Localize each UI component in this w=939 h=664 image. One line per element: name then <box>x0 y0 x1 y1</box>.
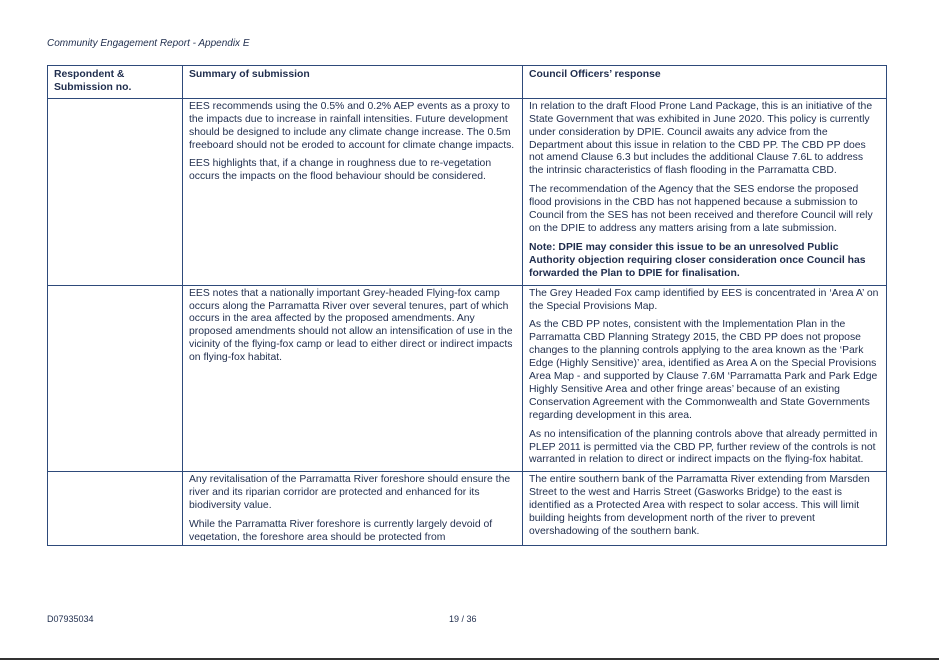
response-cell <box>523 472 887 546</box>
response-paragraph: The entire southern bank of the Parramatta River extending from Marsden Street to the west and Harris Street (Gasworks Bridge) to the east is identified as a Protected Area with respect to solar access. This will limit building heights from development north of the river to prevent overshadowing of the southern bank. <box>529 474 870 537</box>
response-paragraph: As no intensification of the planning controls above that already permitted in PLEP 2011 is permitted via the CBD PP, further review of the controls is not warranted in relation to direct or indirect impacts on the flying-fox habitat. <box>529 428 878 466</box>
summary-paragraph: Any revitalisation of the Parramatta River foreshore should ensure the river and its riparian corridor are protected and enhanced for its biodiversity value. <box>189 474 511 512</box>
table-row <box>48 285 887 472</box>
table-row <box>48 472 887 546</box>
summary-paragraph: EES notes that a nationally important Grey-headed Flying-fox camp occurs along the Parramatta River over several tenures, part of which occurs in the area affected by the proposed amendments. Any proposed amendments should not allow an intensification of use in the vicinity of the flying-fox camp or lead to either direct or indirect impacts on flying-fox habitat. <box>189 287 513 364</box>
respondent-cell <box>48 98 183 285</box>
column-header-summary: Summary of submission <box>183 66 523 99</box>
response-paragraph: The Grey Headed Fox camp identified by EES is concentrated in ‘Area A’ on the Special Provisions Map. <box>529 287 879 312</box>
column-header-response: Council Officers’ response <box>523 66 887 99</box>
table-header-row <box>48 66 887 99</box>
response-note: Note: DPIE may consider this issue to be an unresolved Public Authority objection requiring closer consideration once Council has forwarded the Plan to DPIE for finalisation. <box>529 241 866 279</box>
page-divider <box>0 658 939 660</box>
response-cell <box>523 285 887 472</box>
table-row <box>48 98 887 285</box>
summary-cell <box>183 285 523 472</box>
response-cell <box>523 98 887 285</box>
summary-cell <box>183 98 523 285</box>
response-paragraph: The recommendation of the Agency that the SES endorse the proposed flood provisions in the CBD has not happened because a submission to Council from the SES has not been received and therefore Council will rely on the DPIE to address any matters arising from a late submission. <box>529 184 873 234</box>
summary-cell <box>183 472 523 546</box>
summary-paragraph: While the Parramatta River foreshore is currently largely devoid of vegetation, the foreshore area should be protected from <box>189 519 493 542</box>
document-id: D07935034 <box>47 614 94 624</box>
response-paragraph: In relation to the draft Flood Prone Land Package, this is an initiative of the State Government that was exhibited in June 2020. This policy is currently under consideration by DPIE. Council awaits any advice from the Department about this issue in relation to the CBD PP. The CBD PP does not amend Clause 6.3 but includes the additional Clause 7.6L to address the intrinsic characteristics of flash flooding in the Parramatta CBD. <box>529 100 873 177</box>
response-paragraph: As the CBD PP notes, consistent with the Implementation Plan in the Parramatta CBD Planning Strategy 2015, the CBD PP does not propose changes to the planning controls applying to the area known as the ‘Park Edge (Highly Sensitive)’ area, identified as Area A on the Special Provisions Area Map - and supported by Clause 7.6M ‘Parramatta Park and Park Edge Highly Sensitive Area and other fringe areas’ because of an existing Conservation Agreement with the Commonwealth and State Governments regarding development in this area. <box>529 319 878 421</box>
respondent-cell <box>48 472 183 546</box>
summary-paragraph: EES highlights that, if a change in roughness due to re-vegetation occurs the impacts on the flood behaviour should be considered. <box>189 158 492 183</box>
summary-paragraph: EES recommends using the 0.5% and 0.2% AEP events as a proxy to the impacts due to increase in rainfall intensities. Future development should be designed to include any climate change increase. The 0.5m freeboard should not be eroded to account for climate change impacts. <box>189 100 515 151</box>
submissions-table <box>47 65 887 546</box>
column-header-respondent: Respondent & Submission no. <box>48 66 183 99</box>
page-number: 19 / 36 <box>449 614 477 624</box>
respondent-cell <box>48 285 183 472</box>
document-header: Community Engagement Report - Appendix E <box>47 38 250 49</box>
